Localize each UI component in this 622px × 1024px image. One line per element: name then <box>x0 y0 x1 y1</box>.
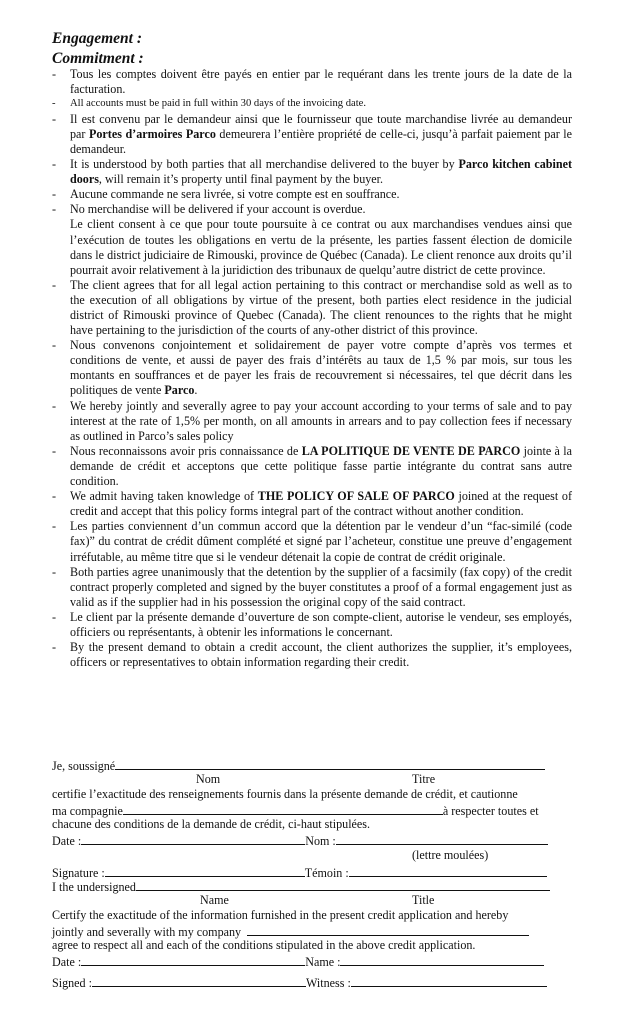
clause-text: All accounts must be paid in full within 30 days of the invoicing date. <box>70 98 366 110</box>
clause-item <box>52 399 572 444</box>
bullet-dash: - <box>52 640 57 655</box>
bullet-dash: - <box>52 519 57 534</box>
jointly-label-en: jointly and severally with my company <box>52 925 242 939</box>
heading-engagement: Engagement : <box>52 30 142 47</box>
undersigned-label-en: I the undersigned <box>52 880 136 894</box>
signature-label-fr: Signature : <box>52 866 105 880</box>
clause-item <box>52 444 572 489</box>
bullet-dash: - <box>52 398 57 413</box>
company-line-en[interactable] <box>247 923 529 936</box>
witness-line-fr[interactable] <box>349 864 547 877</box>
clause-item <box>52 112 572 157</box>
name-caption-fr: Nom <box>196 772 221 786</box>
clause-text: The client agrees that for all legal action pertaining to this contract or merchandise sold as well as to the execution of all obligations by virtue of the present, both parties elect residence in the judicial district of Rimouski province of Quebec (Canada). The client renounces to the rights that he might have pertaining to the jurisdiction of the courts of any-other district of this province. <box>70 277 572 338</box>
name-label-en: Name : <box>305 955 341 969</box>
signed-label-en: Signed : <box>52 976 92 990</box>
certify-text-en: Certify the exactitude of the information furnished in the present credit application and hereby <box>52 908 509 922</box>
clause-text: demeurera l’entière propriété de celle-ci, jusqu’à parfait paiement par le demandeur. <box>70 126 572 156</box>
clause-text: . <box>194 383 198 398</box>
name-label-fr: Nom : <box>305 834 336 848</box>
bullet-dash: - <box>52 202 57 217</box>
bullet-dash: - <box>52 338 57 353</box>
date-label-en: Date : <box>52 955 82 969</box>
conditions-text-fr: chacune des conditions de la demande de crédit, ci-haut stipulées. <box>52 817 371 831</box>
heading-commitment: Commitment : <box>52 50 144 67</box>
respect-label-fr: à respecter toutes et <box>442 804 539 818</box>
bullet-dash: - <box>52 489 57 504</box>
clause-item <box>52 187 572 202</box>
bullet-dash: - <box>52 98 56 110</box>
bullet-dash: - <box>52 67 57 81</box>
bullet-dash: - <box>52 443 57 458</box>
bullet-dash: - <box>52 277 57 292</box>
clause-text: joined at the request of credit and accept that this policy forms integral part of the contract without another condition. <box>70 489 572 519</box>
undersigned-line-en[interactable] <box>136 878 550 891</box>
witness-label-en: Witness : <box>305 976 351 990</box>
clause-bold-text: Portes d’armoires Parco <box>89 126 216 141</box>
date-line-fr[interactable] <box>81 832 305 845</box>
clause-item <box>52 489 572 519</box>
bullet-dash: - <box>52 564 57 579</box>
bullet-dash: - <box>52 111 57 126</box>
clause-item <box>52 278 572 338</box>
clause-text: , will remain it’s property until final payment by the buyer. <box>98 172 384 187</box>
clause-bold-text: Parco <box>164 383 195 398</box>
clause-continuation: Le client consent à ce que pour toute poursuite à ce contrat ou aux marchandises vendues ainsi que l’exécution de toutes les obligations en vertu de la présente, les parties fassent élection de domicile dans le district judiciaire de Rimouski, province de Québec (Canada). Le client renonce aux droits qu’il pourrait avoir relativement à la juridiction des tribunaux de quelqu’autre district de cette province. <box>70 217 572 277</box>
bullet-dash: - <box>52 609 57 624</box>
clause-text: Tous les comptes doivent être payés en entier par le requérant dans les trente jours de la date de la facturation. <box>70 67 572 97</box>
clause-bold-text: LA POLITIQUE DE VENTE DE PARCO <box>301 443 521 458</box>
signed-line-en[interactable] <box>92 974 306 987</box>
clause-item <box>52 565 572 610</box>
title-caption-en: Title <box>412 893 435 907</box>
name-line-en[interactable] <box>340 953 544 966</box>
clause-text: Aucune commande ne sera livrée, si votre compte est en souffrance. <box>70 187 400 202</box>
undersigned-label-fr: Je, soussigné <box>52 759 116 773</box>
clause-text: jointe à la demande de crédit et acceptons que cette politique fasse partie intégrante du contrat sans autre condition. <box>70 443 572 489</box>
clause-text: Le client par la présente demande d’ouverture de son compte-client, autorise le vendeur, ses employés, officiers ou représentants, à obtenir les informations le concernant. <box>70 609 572 639</box>
clause-text: No merchandise will be delivered if your account is overdue. <box>70 202 366 217</box>
clause-item <box>52 610 572 640</box>
agree-text-en: agree to respect all and each of the conditions stipulated in the above credit application. <box>52 938 476 952</box>
clause-item <box>52 338 572 398</box>
clause-text: Both parties agree unanimously that the detention by the supplier of a facsimily (fax copy) of the credit contract properly completed and signed by the buyer constitutes a proof of a formal engagement just as valid as if the supplier had in his possession the original copy of the said contract. <box>70 564 572 609</box>
clause-item <box>52 97 572 112</box>
clause-text: Il est convenu par le demandeur ainsi que le fournisseur que toute marchandise livrée au demandeur par <box>70 111 572 141</box>
clause-item <box>52 157 572 187</box>
clause-bold-text: THE POLICY OF SALE OF PARCO <box>257 489 455 504</box>
clause-text: By the present demand to obtain a credit account, the client authorizes the supplier, it’s employees, officers or representatives to obtain information regarding their credit. <box>70 640 572 670</box>
title-caption-fr: Titre <box>412 772 436 786</box>
name-line-fr[interactable] <box>336 832 548 845</box>
clause-text: Les parties conviennent d’un commun accord que la détention par le vendeur d’un “fac-similé (code fax)” du contrat de crédit dûment complété et signé par l’acheteur, constitue une preuve d’engagement irréfutable, au même titre que si le vendeur détenait la copie de contrat de crédit originale. <box>70 519 572 564</box>
date-label-fr: Date : <box>52 834 82 848</box>
clause-item <box>52 640 572 670</box>
bullet-dash: - <box>52 187 57 202</box>
company-label-fr: ma compagnie <box>52 804 123 818</box>
bullet-dash: - <box>52 157 57 172</box>
clause-item <box>52 202 572 277</box>
clause-bold-text: Parco kitchen cabinet doors <box>70 157 573 187</box>
witness-line-en[interactable] <box>351 974 547 987</box>
company-line-fr[interactable] <box>123 802 443 815</box>
clause-list <box>52 67 572 670</box>
clause-text: We admit having taken knowledge of <box>70 489 258 504</box>
block-letters-caption: (lettre moulées) <box>412 848 489 862</box>
undersigned-line-fr[interactable] <box>115 757 545 770</box>
witness-label-fr: Témoin : <box>304 866 349 880</box>
clause-text: Nous reconnaissons avoir pris connaissance de <box>70 443 302 458</box>
name-caption-en: Name <box>200 893 229 907</box>
clause-text: Nous convenons conjointement et solidairement de payer votre compte d’après vos termes et conditions de vente, et aussi de payer des frais d’intérêts au taux de 1,5 % par mois, sur tous les montants en souffrances et de payer les frais de recouvrement si nécessaires, tel que décrit dans les politiques de vente <box>70 338 572 398</box>
clause-item <box>52 67 572 97</box>
clause-text: We hereby jointly and severally agree to pay your account according to your terms of sale and to pay interest at the rate of 1,5% per month, on all amounts in arrears and to pay collection fees if necessary as outlined in Parco’s sales policy <box>70 398 572 443</box>
certify-text-fr: certifie l’exactitude des renseignements fournis dans la présente demande de crédit, et cautionne <box>52 787 518 801</box>
signature-line-fr[interactable] <box>105 864 305 877</box>
clause-text: It is understood by both parties that all merchandise delivered to the buyer by <box>70 157 459 172</box>
date-line-en[interactable] <box>81 953 305 966</box>
clause-item <box>52 519 572 564</box>
